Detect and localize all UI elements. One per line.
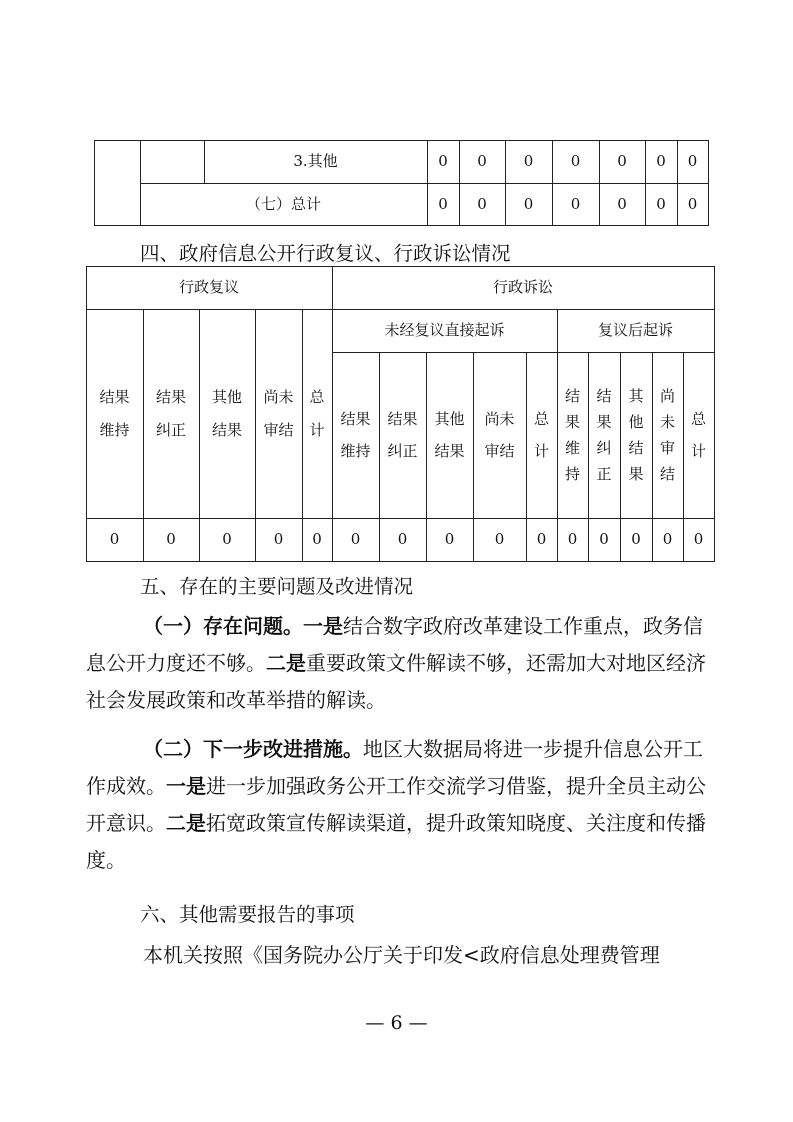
row-total-value: 0 xyxy=(656,194,666,213)
para3-text: 本机关按照《国务院办公厅关于印发<政府信息处理费管理 xyxy=(143,943,660,967)
after-col-header: 总 计 xyxy=(690,409,706,460)
value-cell: 0 xyxy=(109,530,120,549)
row-total-value: 0 xyxy=(523,194,534,213)
row-total-value: 0 xyxy=(617,194,627,213)
para1-text-second: 重要政策文件解读不够，还需加大对地区经济社会发展政策和改革举措的解读。 xyxy=(86,651,706,712)
after-col-header: 结 果 纠 正 xyxy=(596,386,612,484)
row-total-value: 0 xyxy=(687,194,698,213)
review-col-header: 其他 结果 xyxy=(211,388,242,439)
value-cell: 0 xyxy=(273,530,284,549)
row-other-value: 0 xyxy=(477,152,487,171)
value-cell: 0 xyxy=(693,530,704,549)
direct-col-header: 结果 纠正 xyxy=(387,409,418,460)
row-other-value: 0 xyxy=(438,152,448,171)
row-total-label: （七）总计 xyxy=(245,194,321,213)
para1-text-first: 结合数字政府改革建设工作重点，政务信息公开力度还不够。 xyxy=(86,614,703,675)
value-cell: 0 xyxy=(662,530,673,549)
review-col-header: 总 计 xyxy=(309,388,325,439)
paragraph-improvements xyxy=(86,731,711,879)
value-cell: 0 xyxy=(567,530,578,549)
direct-col-header: 尚未 审结 xyxy=(484,409,515,460)
row-other-label: 3.其他 xyxy=(293,152,338,171)
row-other-value: 0 xyxy=(687,152,698,171)
paragraph-other xyxy=(86,937,711,974)
para1-bold-first: 一是 xyxy=(303,614,343,638)
review-col-header: 尚未 审结 xyxy=(263,388,294,439)
value-cell: 0 xyxy=(350,530,361,549)
value-cell: 0 xyxy=(631,530,641,549)
section5-title: 五、存在的主要问题及改进情况 xyxy=(140,575,414,598)
para2-text-second: 拓宽政策宣传解读渠道，提升政策知晓度、关注度和传播度。 xyxy=(86,811,706,872)
value-cell: 0 xyxy=(166,530,176,549)
page-number: — 6 — xyxy=(365,1012,428,1034)
value-cell: 0 xyxy=(222,530,232,549)
para2-bold-heading: （二）下一步改进措施。 xyxy=(143,737,363,761)
direct-col-header: 总 计 xyxy=(533,409,549,460)
direct-col-header: 其他 结果 xyxy=(434,409,465,460)
row-other-value: 0 xyxy=(570,152,581,171)
group-litigation-header: 行政诉讼 xyxy=(492,278,553,297)
para1-bold-heading: （一）存在问题。 xyxy=(143,614,303,638)
row-other-value: 0 xyxy=(617,152,627,171)
after-col-header: 结 果 维 持 xyxy=(564,386,580,484)
para2-bold-first: 一是 xyxy=(166,774,206,798)
sub-direct-header: 未经复议直接起诉 xyxy=(384,321,505,340)
sub-after-header: 复议后起诉 xyxy=(597,321,673,340)
row-total-value: 0 xyxy=(438,194,448,213)
value-cell: 0 xyxy=(444,530,455,549)
paragraph-problems xyxy=(86,608,711,719)
value-cell: 0 xyxy=(494,530,505,549)
row-total-value: 0 xyxy=(570,194,581,213)
review-col-header: 结果 维持 xyxy=(99,388,130,439)
section4-title: 四、政府信息公开行政复议、行政诉讼情况 xyxy=(140,242,511,265)
value-cell: 0 xyxy=(312,530,322,549)
value-cell: 0 xyxy=(536,530,547,549)
row-total-value: 0 xyxy=(477,194,487,213)
section6-title: 六、其他需要报告的事项 xyxy=(140,903,355,926)
para2-text-first: 进一步加强政务公开工作交流学习借鉴，提升全员主动公开意识。 xyxy=(86,774,706,835)
value-cell: 0 xyxy=(397,530,408,549)
para2-text-intro: 地区大数据局将进一步提升信息公开工作成效。 xyxy=(86,737,703,798)
group-review-header: 行政复议 xyxy=(178,278,239,297)
para2-bold-second: 二是 xyxy=(166,811,206,835)
direct-col-header: 结果 维持 xyxy=(340,409,371,460)
row-other-value: 0 xyxy=(523,152,534,171)
value-cell: 0 xyxy=(599,530,609,549)
after-col-header: 其 他 结 果 xyxy=(628,386,644,484)
review-col-header: 结果 纠正 xyxy=(155,388,186,439)
para1-bold-second: 二是 xyxy=(266,651,306,675)
row-other-value: 0 xyxy=(656,152,666,171)
after-col-header: 尚 未 审 结 xyxy=(659,386,675,484)
